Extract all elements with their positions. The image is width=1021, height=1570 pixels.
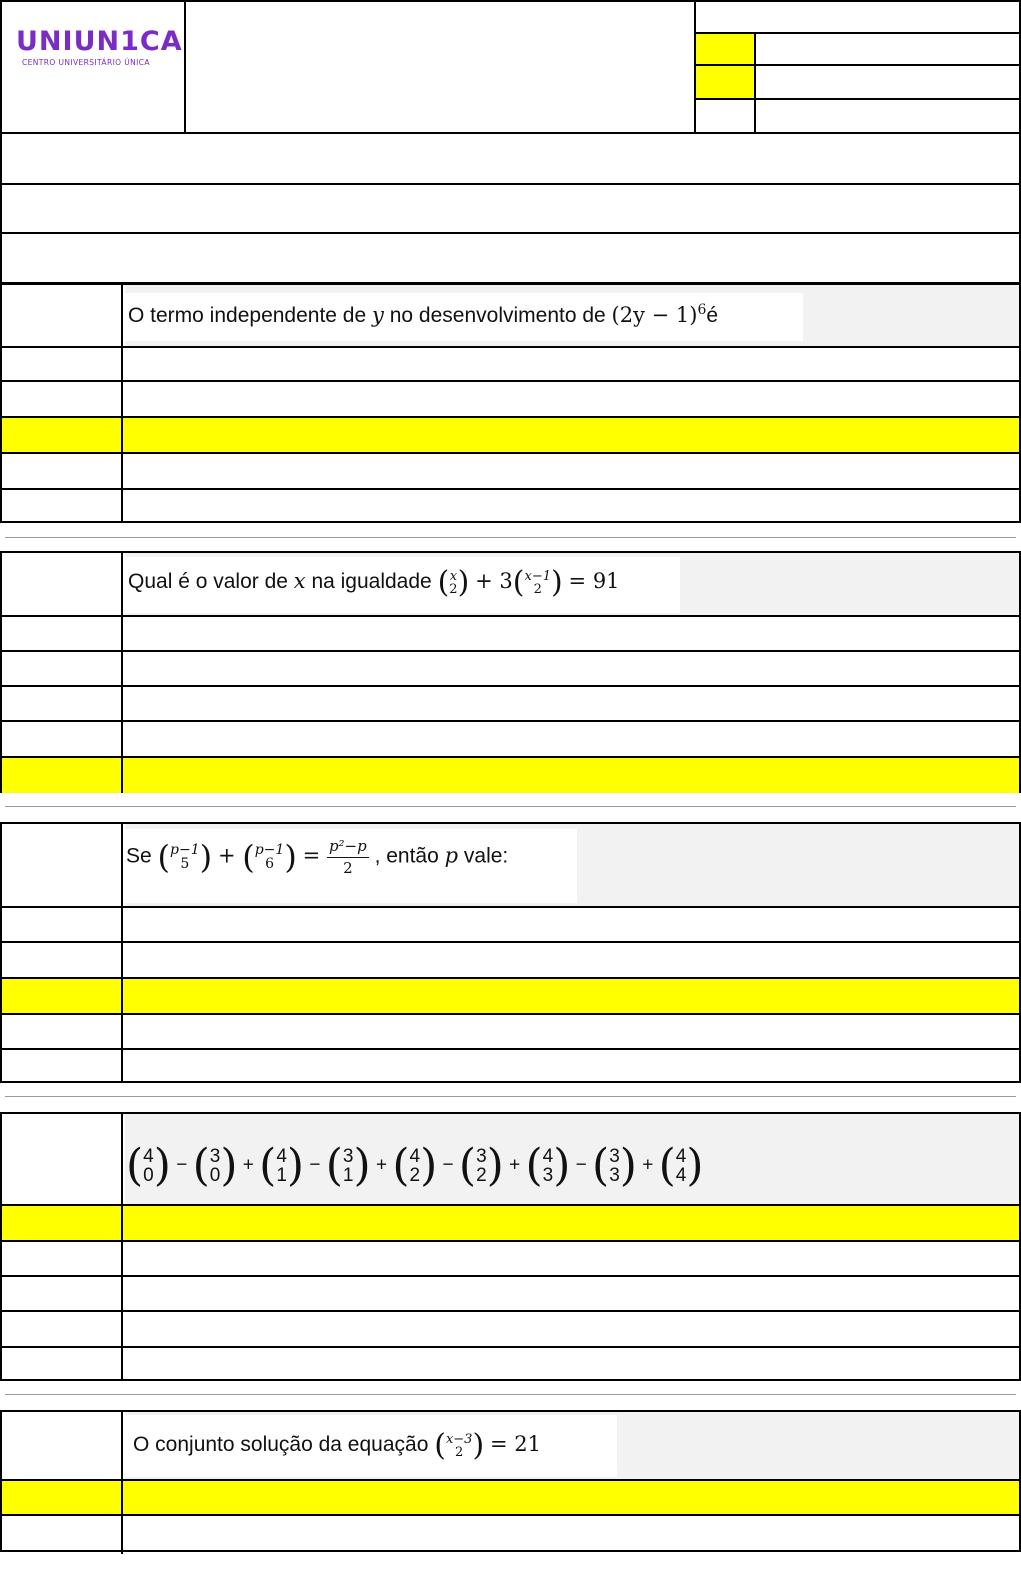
- question-5: [0, 1410, 1021, 1552]
- option-row[interactable]: [2, 1240, 1019, 1276]
- option-row-highlighted[interactable]: [2, 977, 1019, 1013]
- separator: [5, 1096, 1016, 1097]
- header-info-field-1: [754, 32, 1021, 66]
- header-info-field-2: [754, 64, 1021, 100]
- binomial: ( p−1 6 ): [242, 838, 297, 876]
- question-2-header: [2, 553, 1019, 616]
- binomial: ( x−3 2 ): [434, 1428, 485, 1463]
- question-number-cell: [2, 553, 123, 616]
- question-2-text: Qual é o valor de x na igualdade ( x 2 ) + 3 ( x−1 2 ) = 91: [128, 565, 620, 600]
- logo-wordmark: UNIUN1CA: [16, 26, 183, 57]
- student-name-row: [0, 132, 1021, 185]
- header-info-marker-1: [694, 32, 756, 66]
- question-4: [0, 1112, 1021, 1381]
- question-3-text: Se ( p−1 5 ) + ( p−1 6 ) = $\frac{\text{p²−p}}{2}$ , então p vale:: [126, 836, 509, 877]
- separator: [5, 1394, 1016, 1395]
- option-row[interactable]: [2, 1013, 1019, 1049]
- option-row[interactable]: [2, 452, 1019, 488]
- question-1: [0, 283, 1021, 523]
- option-row[interactable]: [2, 685, 1019, 721]
- header-info-top: [694, 0, 1021, 34]
- question-4-header: [2, 1114, 1019, 1206]
- option-row[interactable]: [2, 1275, 1019, 1311]
- question-3: [0, 822, 1021, 1083]
- option-row[interactable]: [2, 1514, 1019, 1554]
- option-row[interactable]: [2, 941, 1019, 977]
- option-row-highlighted[interactable]: [2, 1204, 1019, 1240]
- binomial: ( p−1 5 ): [157, 838, 213, 876]
- logo-subtitle: CENTRO UNIVERSITÁRIO ÚNICA: [22, 58, 150, 67]
- question-1-text: O termo independente de y no desenvolvimento de $(2y - 1)^6é$: [128, 302, 719, 327]
- question-number-cell: [2, 285, 123, 348]
- option-row[interactable]: [2, 488, 1019, 523]
- separator: [5, 537, 1016, 538]
- option-row[interactable]: [2, 1048, 1019, 1083]
- option-row[interactable]: [2, 906, 1019, 942]
- question-5-text: O conjunto solução da equação ( x−3 2 ) = 21: [133, 1428, 541, 1463]
- header-title-cell: [184, 0, 696, 134]
- question-2: [0, 551, 1021, 793]
- option-row[interactable]: [2, 720, 1019, 756]
- option-row[interactable]: [2, 380, 1019, 416]
- header-info-field-3: [754, 98, 1021, 134]
- header-logo-cell: [0, 0, 186, 134]
- option-row-highlighted[interactable]: [2, 416, 1019, 452]
- fraction: $\frac{\text{p²−p}}{2}$: [328, 836, 367, 877]
- question-5-header: [2, 1412, 1019, 1480]
- question-3-header: [2, 824, 1019, 907]
- question-number-cell: [2, 1412, 123, 1480]
- option-row[interactable]: [2, 615, 1019, 651]
- binomial: ( x−1 2 ): [512, 565, 563, 600]
- option-row[interactable]: [2, 650, 1019, 686]
- option-row[interactable]: [2, 1310, 1019, 1346]
- header-info-marker-2: [694, 64, 756, 100]
- option-row[interactable]: [2, 346, 1019, 382]
- subject-row: [0, 232, 1021, 284]
- option-row-highlighted[interactable]: [2, 1479, 1019, 1515]
- option-row[interactable]: [2, 1346, 1019, 1381]
- header-info-marker-3: [694, 98, 756, 134]
- question-1-header: [2, 285, 1019, 348]
- binomial: ( x 2 ): [437, 565, 470, 600]
- option-row-highlighted[interactable]: [2, 756, 1019, 793]
- course-row: [0, 183, 1021, 234]
- question-number-cell: [2, 824, 123, 907]
- separator: [5, 806, 1016, 807]
- logo: [16, 26, 183, 67]
- question-4-text: ( 4 0 ) − ( 3 0 ) + ( 4 1 ) − ( 3 1 ) + ( 4 2 ) − ( 3 2 ) + ( 4 3 ) − ( 3 3 ) + ( 4 4 ): [126, 1140, 704, 1191]
- question-number-cell: [2, 1114, 123, 1206]
